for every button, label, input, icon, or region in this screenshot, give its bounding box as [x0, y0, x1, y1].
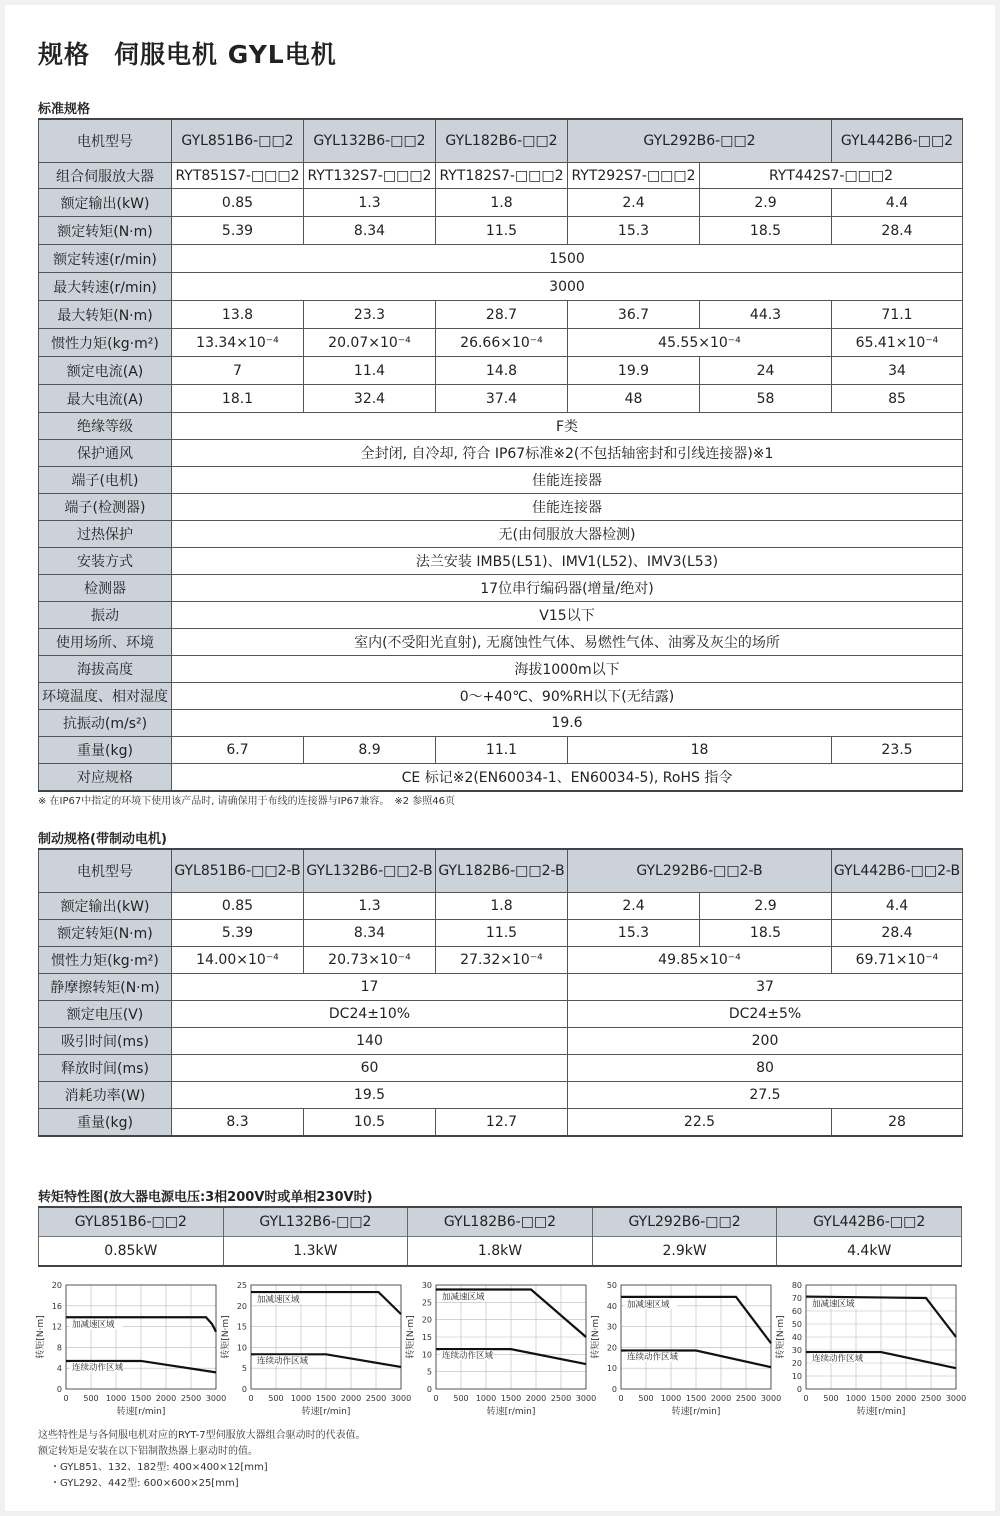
- std-cell: 19.9: [568, 357, 700, 385]
- y-tick-label: 70: [791, 1294, 802, 1303]
- std-cell: 11.1: [436, 737, 568, 764]
- std-cell: RYT292S7-□□□2: [568, 163, 700, 189]
- std-row: [39, 385, 963, 413]
- std-cell: 28.4: [832, 217, 963, 245]
- brake-cell: 2.4: [568, 893, 700, 920]
- std-cell: GYL442B6-□□2: [832, 119, 963, 163]
- x-axis-label: 转速[r/min]: [856, 1407, 906, 1417]
- std-label: 环境温度、相对湿度: [39, 683, 172, 710]
- continuous-region-label: 连续动作区域: [72, 1362, 124, 1373]
- x-tick-label: 1500: [500, 1394, 522, 1403]
- x-tick-label: 500: [823, 1394, 839, 1403]
- y-tick-label: 30: [606, 1322, 617, 1332]
- std-row: [39, 683, 963, 710]
- std-cell: 24: [700, 357, 832, 385]
- std-label: 检测器: [39, 575, 172, 602]
- std-row: [39, 602, 963, 629]
- x-axis-label: 转速[r/min]: [486, 1407, 536, 1417]
- brake-row: [39, 947, 963, 974]
- std-cell: 23.5: [832, 737, 963, 764]
- brake-cell: 60: [172, 1055, 568, 1082]
- brake-cell: GYL851B6-□□2-B: [172, 849, 304, 893]
- x-tick-label: 1500: [130, 1394, 152, 1403]
- x-tick-label: 500: [638, 1394, 654, 1403]
- x-tick-label: 3000: [945, 1394, 967, 1403]
- brake-cell: 28.4: [832, 920, 963, 947]
- y-tick-label: 40: [791, 1333, 802, 1342]
- y-tick-label: 80: [791, 1281, 802, 1290]
- std-row: [39, 189, 963, 217]
- std-label: 使用场所、环境: [39, 629, 172, 656]
- brake-cell: 49.85×10⁻⁴: [568, 947, 832, 974]
- page-title: 规格 伺服电机 GYL电机: [38, 40, 337, 69]
- std-cell: 1500: [172, 245, 963, 273]
- brake-cell: 22.5: [568, 1109, 832, 1137]
- std-cell: 19.6: [172, 710, 963, 737]
- std-row: [39, 467, 963, 494]
- brake-label: 惯性力矩(kg·m²): [39, 947, 172, 974]
- std-row: [39, 548, 963, 575]
- y-tick-label: 0: [56, 1385, 62, 1394]
- brake-label: 吸引时间(ms): [39, 1028, 172, 1055]
- y-tick-label: 30: [421, 1281, 432, 1290]
- std-cell: 18.1: [172, 385, 304, 413]
- brake-cell: 10.5: [304, 1109, 436, 1137]
- torque-model-2: GYL132B6-□□2: [223, 1207, 408, 1237]
- y-tick-label: 20: [51, 1281, 62, 1290]
- std-row: [39, 629, 963, 656]
- std-cell: 71.1: [832, 301, 963, 329]
- x-tick-label: 0: [63, 1394, 69, 1403]
- continuous-region-label: 连续动作区域: [442, 1351, 494, 1362]
- x-tick-label: 3000: [205, 1394, 227, 1403]
- brake-label: 消耗功率(W): [39, 1082, 172, 1109]
- x-axis-label: 转速[r/min]: [116, 1407, 166, 1417]
- std-cell: 室内(不受阳光直射), 无腐蚀性气体、易燃性气体、油雾及灰尘的场所: [172, 629, 963, 656]
- x-tick-label: 1000: [105, 1394, 127, 1403]
- x-tick-label: 2000: [710, 1394, 732, 1403]
- brake-row: [39, 1028, 963, 1055]
- x-axis-label: 转速[r/min]: [301, 1407, 351, 1417]
- x-tick-label: 1000: [845, 1394, 867, 1403]
- brake-cell: DC24±5%: [568, 1001, 963, 1028]
- brake-cell: 28: [832, 1109, 963, 1137]
- y-tick-label: 30: [791, 1346, 802, 1355]
- accel-region-label: 加减速区域: [442, 1292, 485, 1303]
- torque-chart-5: [773, 1277, 967, 1417]
- std-row: [39, 656, 963, 683]
- std-cell: 8.34: [304, 217, 436, 245]
- std-cell: 18.5: [700, 217, 832, 245]
- std-row: [39, 301, 963, 329]
- std-cell: 2.4: [568, 189, 700, 217]
- brake-label: 静摩擦转矩(N·m): [39, 974, 172, 1001]
- accel-region-label: 加减速区域: [627, 1299, 670, 1310]
- brake-row: [39, 893, 963, 920]
- std-cell: V15以下: [172, 602, 963, 629]
- x-tick-label: 1000: [475, 1394, 497, 1403]
- torque-model-table: [38, 1206, 962, 1267]
- std-label: 绝缘等级: [39, 413, 172, 440]
- std-cell: 13.8: [172, 301, 304, 329]
- std-label: 海拔高度: [39, 656, 172, 683]
- std-cell: 11.4: [304, 357, 436, 385]
- y-tick-label: 20: [236, 1301, 247, 1311]
- y-tick-label: 10: [606, 1364, 617, 1374]
- y-tick-label: 40: [606, 1301, 617, 1311]
- std-cell: 48: [568, 385, 700, 413]
- std-cell: 36.7: [568, 301, 700, 329]
- std-label: 端子(检测器): [39, 494, 172, 521]
- standard-spec-table: [38, 118, 963, 792]
- std-label: 保护通风: [39, 440, 172, 467]
- std-cell: 1.3: [304, 189, 436, 217]
- brake-cell: 200: [568, 1028, 963, 1055]
- std-cell: 23.3: [304, 301, 436, 329]
- brake-cell: 19.5: [172, 1082, 568, 1109]
- std-row: [39, 163, 963, 189]
- x-tick-label: 500: [268, 1394, 284, 1403]
- std-row: [39, 575, 963, 602]
- y-tick-label: 10: [421, 1350, 432, 1360]
- y-tick-label: 0: [426, 1385, 432, 1394]
- torque-chart-4: [588, 1277, 782, 1417]
- footnote-4: ・GYL292、442型: 600×600×25[mm]: [50, 1478, 239, 1489]
- std-label: 重量(kg): [39, 737, 172, 764]
- brake-cell: 69.71×10⁻⁴: [832, 947, 963, 974]
- accel-region-label: 加减速区域: [812, 1299, 855, 1310]
- x-tick-label: 2000: [525, 1394, 547, 1403]
- std-cell: 3000: [172, 273, 963, 301]
- std-cell: 26.66×10⁻⁴: [436, 329, 568, 357]
- brake-cell: 20.73×10⁻⁴: [304, 947, 436, 974]
- std-cell: 法兰安装 IMB5(L51)、IMV1(L52)、IMV3(L53): [172, 548, 963, 575]
- footnote-3: ・GYL851、132、182型: 400×400×12[mm]: [50, 1462, 268, 1473]
- std-label: 额定输出(kW): [39, 189, 172, 217]
- brake-label: 释放时间(ms): [39, 1055, 172, 1082]
- x-tick-label: 0: [618, 1394, 624, 1403]
- std-cell: 85: [832, 385, 963, 413]
- std-cell: 7: [172, 357, 304, 385]
- y-tick-label: 50: [606, 1281, 617, 1290]
- brake-spec-title: 制动规格(带制动电机): [38, 832, 167, 847]
- brake-cell: 0.85: [172, 893, 304, 920]
- y-tick-label: 16: [51, 1301, 62, 1311]
- std-row: [39, 521, 963, 548]
- accel-region-label: 加减速区域: [72, 1320, 115, 1331]
- brake-row: [39, 1082, 963, 1109]
- std-label: 最大转速(r/min): [39, 273, 172, 301]
- brake-cell: 17: [172, 974, 568, 1001]
- brake-cell: GYL292B6-□□2-B: [568, 849, 832, 893]
- std-cell: 34: [832, 357, 963, 385]
- brake-spec-table: [38, 848, 963, 1137]
- y-tick-label: 5: [426, 1367, 432, 1377]
- brake-cell: 37: [568, 974, 963, 1001]
- x-tick-label: 3000: [390, 1394, 412, 1403]
- brake-cell: 80: [568, 1055, 963, 1082]
- x-tick-label: 2000: [895, 1394, 917, 1403]
- y-tick-label: 15: [421, 1333, 432, 1342]
- std-row: [39, 119, 963, 163]
- std-cell: 45.55×10⁻⁴: [568, 329, 832, 357]
- std-cell: 44.3: [700, 301, 832, 329]
- std-cell: 14.8: [436, 357, 568, 385]
- x-tick-label: 1500: [870, 1394, 892, 1403]
- footnote-1: 这些特性是与各伺服电机对应的RYT-7型伺服放大器组合驱动时的代表值。: [38, 1430, 366, 1441]
- brake-cell: 140: [172, 1028, 568, 1055]
- std-label: 最大转矩(N·m): [39, 301, 172, 329]
- torque-model-5: GYL442B6-□□2: [777, 1207, 962, 1237]
- brake-label: 额定输出(kW): [39, 893, 172, 920]
- brake-row: [39, 1055, 963, 1082]
- brake-cell: 27.32×10⁻⁴: [436, 947, 568, 974]
- x-tick-label: 2500: [920, 1394, 942, 1403]
- y-axis-label: 转矩[N·m]: [221, 1315, 231, 1359]
- torque-model-4: GYL292B6-□□2: [592, 1207, 777, 1237]
- std-row: [39, 710, 963, 737]
- std-cell: 8.9: [304, 737, 436, 764]
- x-tick-label: 1000: [660, 1394, 682, 1403]
- y-tick-label: 20: [791, 1359, 802, 1368]
- std-cell: 20.07×10⁻⁴: [304, 329, 436, 357]
- x-tick-label: 1500: [685, 1394, 707, 1403]
- x-tick-label: 0: [803, 1394, 809, 1403]
- continuous-region-label: 连续动作区域: [627, 1352, 679, 1363]
- std-cell: 无(由伺服放大器检测): [172, 521, 963, 548]
- std-cell: 0～+40℃、90%RH以下(无结露): [172, 683, 963, 710]
- brake-cell: 15.3: [568, 920, 700, 947]
- y-tick-label: 10: [236, 1343, 247, 1353]
- std-cell: 1.8: [436, 189, 568, 217]
- torque-model-1: GYL851B6-□□2: [39, 1207, 224, 1237]
- y-tick-label: 60: [791, 1307, 802, 1316]
- std-label: 额定转矩(N·m): [39, 217, 172, 245]
- footnote-2: 额定转矩是安装在以下铝制散热器上驱动时的值。: [38, 1446, 258, 1457]
- brake-cell: 5.39: [172, 920, 304, 947]
- std-cell: 18: [568, 737, 832, 764]
- std-cell: 13.34×10⁻⁴: [172, 329, 304, 357]
- brake-cell: DC24±10%: [172, 1001, 568, 1028]
- y-tick-label: 8: [56, 1343, 62, 1353]
- y-axis-label: 转矩[N·m]: [776, 1315, 786, 1359]
- torque-chart-2: [218, 1277, 412, 1417]
- std-label: 额定转速(r/min): [39, 245, 172, 273]
- std-cell: 2.9: [700, 189, 832, 217]
- continuous-region-label: 连续动作区域: [812, 1354, 864, 1365]
- std-cell: RYT132S7-□□□2: [304, 163, 436, 189]
- std-row: [39, 357, 963, 385]
- std-row: [39, 440, 963, 467]
- x-tick-label: 2000: [155, 1394, 177, 1403]
- x-tick-label: 2500: [180, 1394, 202, 1403]
- y-tick-label: 5: [241, 1364, 247, 1374]
- std-cell: 5.39: [172, 217, 304, 245]
- std-cell: 海拔1000m以下: [172, 656, 963, 683]
- x-tick-label: 2500: [365, 1394, 387, 1403]
- y-tick-label: 20: [421, 1315, 432, 1325]
- y-tick-label: 0: [796, 1385, 802, 1394]
- brake-cell: 12.7: [436, 1109, 568, 1137]
- spec-page: [5, 5, 995, 1511]
- std-cell: 15.3: [568, 217, 700, 245]
- std-row: [39, 737, 963, 764]
- standard-spec-title: 标准规格: [38, 102, 91, 117]
- brake-label: 额定转矩(N·m): [39, 920, 172, 947]
- brake-row: [39, 974, 963, 1001]
- continuous-region-label: 连续动作区域: [257, 1356, 309, 1367]
- std-label: 安装方式: [39, 548, 172, 575]
- std-cell: 28.7: [436, 301, 568, 329]
- std-cell: GYL132B6-□□2: [304, 119, 436, 163]
- brake-row: [39, 1109, 963, 1137]
- x-tick-label: 2000: [340, 1394, 362, 1403]
- x-tick-label: 3000: [575, 1394, 597, 1403]
- std-label: 惯性力矩(kg·m²): [39, 329, 172, 357]
- torque-power-4: 2.9kW: [592, 1237, 777, 1267]
- x-tick-label: 2500: [550, 1394, 572, 1403]
- torque-power-2: 1.3kW: [223, 1237, 408, 1267]
- std-cell: 11.5: [436, 217, 568, 245]
- std-label: 额定电流(A): [39, 357, 172, 385]
- torque-chart-1: [33, 1277, 227, 1417]
- x-tick-label: 0: [433, 1394, 439, 1403]
- brake-cell: 8.3: [172, 1109, 304, 1137]
- brake-row: [39, 849, 963, 893]
- std-cell: GYL182B6-□□2: [436, 119, 568, 163]
- x-tick-label: 2500: [735, 1394, 757, 1403]
- std-cell: GYL292B6-□□2: [568, 119, 832, 163]
- x-axis-label: 转速[r/min]: [671, 1407, 721, 1417]
- y-tick-label: 12: [51, 1322, 62, 1332]
- torque-chart-3: [403, 1277, 597, 1417]
- y-tick-label: 4: [56, 1364, 62, 1374]
- brake-cell: 4.4: [832, 893, 963, 920]
- std-label: 最大电流(A): [39, 385, 172, 413]
- std-label: 过热保护: [39, 521, 172, 548]
- brake-cell: 11.5: [436, 920, 568, 947]
- std-cell: RYT851S7-□□□2: [172, 163, 304, 189]
- standard-spec-note: ※ 在IP67中指定的环境下使用该产品时, 请确保用于布线的连接器与IP67兼容。 ※2 参照46页: [38, 796, 455, 807]
- std-cell: 58: [700, 385, 832, 413]
- std-cell: 6.7: [172, 737, 304, 764]
- std-cell: 全封闭, 自冷却, 符合 IP67标准※2(不包括轴密封和引线连接器)※1: [172, 440, 963, 467]
- y-tick-label: 10: [791, 1372, 802, 1381]
- std-cell: 佳能连接器: [172, 467, 963, 494]
- brake-cell: 18.5: [700, 920, 832, 947]
- x-tick-label: 500: [83, 1394, 99, 1403]
- x-tick-label: 3000: [760, 1394, 782, 1403]
- y-axis-label: 转矩[N·m]: [591, 1315, 601, 1359]
- y-tick-label: 50: [791, 1320, 802, 1329]
- std-row: [39, 329, 963, 357]
- std-label: 组合伺服放大器: [39, 163, 172, 189]
- y-tick-label: 0: [611, 1385, 617, 1394]
- std-cell: 4.4: [832, 189, 963, 217]
- x-tick-label: 0: [248, 1394, 254, 1403]
- std-cell: 37.4: [436, 385, 568, 413]
- std-cell: 0.85: [172, 189, 304, 217]
- y-tick-label: 15: [236, 1322, 247, 1332]
- x-tick-label: 1000: [290, 1394, 312, 1403]
- std-row: [39, 217, 963, 245]
- std-cell: RYT182S7-□□□2: [436, 163, 568, 189]
- brake-cell: 1.3: [304, 893, 436, 920]
- y-axis-label: 转矩[N·m]: [36, 1315, 46, 1359]
- brake-cell: GYL132B6-□□2-B: [304, 849, 436, 893]
- brake-cell: 14.00×10⁻⁴: [172, 947, 304, 974]
- brake-cell: 27.5: [568, 1082, 963, 1109]
- y-tick-label: 25: [421, 1298, 432, 1308]
- x-tick-label: 1500: [315, 1394, 337, 1403]
- brake-cell: GYL442B6-□□2-B: [832, 849, 963, 893]
- std-row: [39, 413, 963, 440]
- torque-power-1: 0.85kW: [39, 1237, 224, 1267]
- brake-cell: 8.34: [304, 920, 436, 947]
- std-cell: CE 标记※2(EN60034-1、EN60034-5), RoHS 指令: [172, 764, 963, 792]
- std-cell: GYL851B6-□□2: [172, 119, 304, 163]
- y-tick-label: 0: [241, 1385, 247, 1394]
- std-row: [39, 273, 963, 301]
- brake-row: [39, 920, 963, 947]
- y-axis-label: 转矩[N·m]: [406, 1315, 416, 1359]
- std-label: 对应规格: [39, 764, 172, 792]
- brake-cell: 1.8: [436, 893, 568, 920]
- brake-cell: 2.9: [700, 893, 832, 920]
- std-label: 振动: [39, 602, 172, 629]
- y-tick-label: 20: [606, 1343, 617, 1353]
- std-cell: 17位串行编码器(增量/绝对): [172, 575, 963, 602]
- std-label: 电机型号: [39, 119, 172, 163]
- std-row: [39, 494, 963, 521]
- std-cell: RYT442S7-□□□2: [700, 163, 963, 189]
- y-tick-label: 25: [236, 1281, 247, 1290]
- brake-row: [39, 1001, 963, 1028]
- std-cell: F类: [172, 413, 963, 440]
- brake-label: 额定电压(V): [39, 1001, 172, 1028]
- brake-label: 电机型号: [39, 849, 172, 893]
- torque-model-3: GYL182B6-□□2: [408, 1207, 593, 1237]
- std-label: 端子(电机): [39, 467, 172, 494]
- x-tick-label: 500: [453, 1394, 469, 1403]
- accel-region-label: 加减速区域: [257, 1295, 300, 1306]
- torque-section-title: 转矩特性图(放大器电源电压:3相200V时或单相230V时): [38, 1190, 373, 1205]
- std-cell: 32.4: [304, 385, 436, 413]
- std-label: 抗振动(m/s²): [39, 710, 172, 737]
- brake-cell: GYL182B6-□□2-B: [436, 849, 568, 893]
- torque-power-3: 1.8kW: [408, 1237, 593, 1267]
- std-row: [39, 764, 963, 792]
- torque-power-5: 4.4kW: [777, 1237, 962, 1267]
- std-cell: 65.41×10⁻⁴: [832, 329, 963, 357]
- std-cell: 佳能连接器: [172, 494, 963, 521]
- std-row: [39, 245, 963, 273]
- brake-label: 重量(kg): [39, 1109, 172, 1137]
